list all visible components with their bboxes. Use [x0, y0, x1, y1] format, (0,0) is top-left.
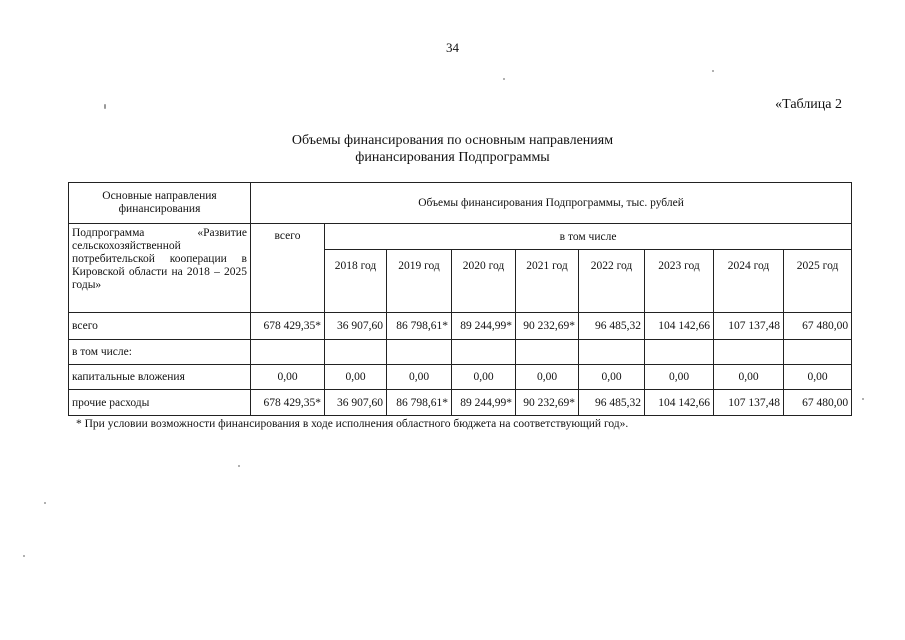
row-value [325, 340, 387, 365]
row-value: 96 485,32 [579, 390, 645, 416]
row-label: прочие расходы [69, 390, 251, 416]
row-label: в том числе: [69, 340, 251, 365]
title-line-1: Объемы финансирования по основным направлениям [291, 133, 614, 148]
row-value: 0,00 [714, 365, 784, 390]
row-value: 36 907,60 [325, 390, 387, 416]
table-row [69, 340, 852, 365]
scan-speck [44, 502, 46, 504]
row-value [784, 340, 852, 365]
row-value: 90 232,69* [516, 313, 579, 340]
title-line-2: финансирования Подпрограммы [355, 150, 550, 165]
financing-table [68, 182, 852, 416]
row-value [516, 340, 579, 365]
row-value: 89 244,99* [452, 313, 516, 340]
row-value: 104 142,66 [645, 390, 714, 416]
year-header: 2020 год [452, 250, 516, 313]
row-label: всего [69, 313, 251, 340]
row-total: 678 429,35* [251, 313, 325, 340]
row-value: 0,00 [784, 365, 852, 390]
row-value: 104 142,66 [645, 313, 714, 340]
row-value: 36 907,60 [325, 313, 387, 340]
row-value: 0,00 [452, 365, 516, 390]
subprogram-text: Подпрограмма «Развитие сельскохозяйственной потребительской кооперации в Кировской области на 2018 – 2025 годы» [72, 227, 247, 291]
row-value: 107 137,48 [714, 313, 784, 340]
year-header: 2021 год [516, 250, 579, 313]
scan-speck [104, 104, 106, 109]
scan-speck [712, 70, 714, 72]
scan-speck [503, 78, 505, 80]
row-label: капитальные вложения [69, 365, 251, 390]
row-value: 96 485,32 [579, 313, 645, 340]
table-row [69, 365, 852, 390]
row-value: 90 232,69* [516, 390, 579, 416]
year-header: 2019 год [387, 250, 452, 313]
row-value: 0,00 [579, 365, 645, 390]
row-value: 0,00 [516, 365, 579, 390]
col-total-header: всего [251, 224, 325, 313]
page-number: 34 [446, 40, 459, 55]
row-total [251, 340, 325, 365]
row-value: 67 480,00 [784, 313, 852, 340]
table-row [69, 390, 852, 416]
row-value [579, 340, 645, 365]
header-directions: Основные направления финансирования [69, 183, 251, 224]
row-value: 0,00 [387, 365, 452, 390]
footnote: * При условии возможности финансирования в ходе исполнения областного бюджета на соответствующий год». [76, 418, 629, 430]
row-value: 86 798,61* [387, 390, 452, 416]
row-total: 678 429,35* [251, 390, 325, 416]
row-value: 0,00 [325, 365, 387, 390]
row-value: 89 244,99* [452, 390, 516, 416]
year-header: 2023 год [645, 250, 714, 313]
year-header: 2024 год [714, 250, 784, 313]
subprogram-cell [69, 224, 251, 313]
row-value: 86 798,61* [387, 313, 452, 340]
header-volumes: Объемы финансирования Подпрограммы, тыс. рублей [251, 183, 852, 224]
col-including-header: в том числе [325, 224, 852, 250]
table-label: «Таблица 2 [775, 97, 842, 112]
table-title [0, 132, 905, 166]
row-value [387, 340, 452, 365]
row-total: 0,00 [251, 365, 325, 390]
scan-speck [23, 555, 25, 557]
row-value [452, 340, 516, 365]
row-value: 0,00 [645, 365, 714, 390]
row-value [645, 340, 714, 365]
table-row [69, 313, 852, 340]
scan-speck [238, 465, 240, 467]
row-value [714, 340, 784, 365]
subheader-row [69, 224, 852, 250]
year-header: 2022 год [579, 250, 645, 313]
row-value: 107 137,48 [714, 390, 784, 416]
year-header: 2018 год [325, 250, 387, 313]
row-value: 67 480,00 [784, 390, 852, 416]
scan-speck [862, 398, 864, 400]
year-header: 2025 год [784, 250, 852, 313]
header-row [69, 183, 852, 224]
